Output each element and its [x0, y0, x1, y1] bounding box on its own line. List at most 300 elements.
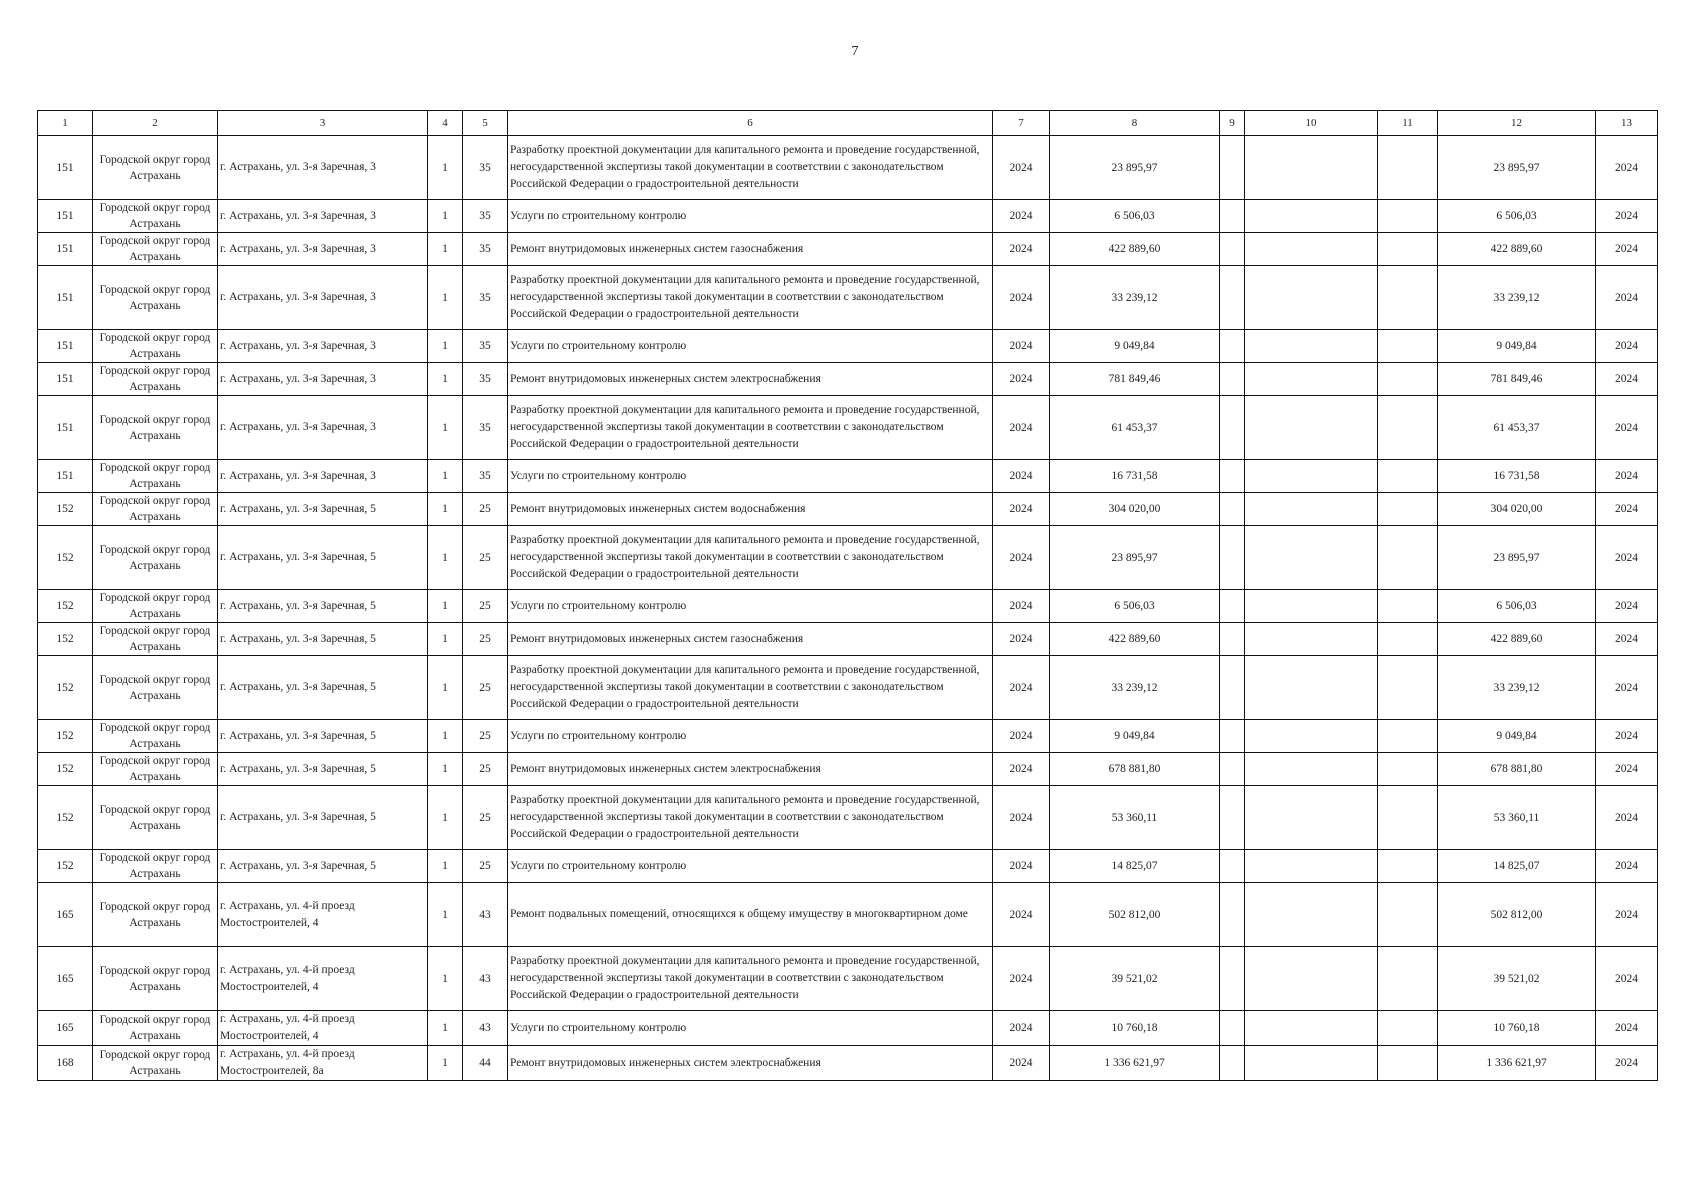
amount-cell: 304 020,00	[1050, 493, 1220, 526]
municipality-cell: Городской округ город Астрахань	[93, 266, 218, 330]
row-number: 152	[38, 656, 93, 720]
work-type-cell: Услуги по строительному контролю	[508, 590, 993, 623]
cell-col11	[1378, 1046, 1438, 1081]
work-type-cell: Разработку проектной документации для капитального ремонта и проведение государственной, негосударственной экспертизы такой документации в соответствии с законодательством Российской Федерации о градостроительной деятельности	[508, 656, 993, 720]
row-number: 165	[38, 1011, 93, 1046]
cell-col11	[1378, 330, 1438, 363]
amount-total-cell: 16 731,58	[1438, 460, 1596, 493]
cell-col4: 1	[428, 883, 463, 947]
municipality-cell: Городской округ город Астрахань	[93, 850, 218, 883]
row-number: 152	[38, 590, 93, 623]
cell-col10	[1245, 136, 1378, 200]
end-year-cell: 2024	[1596, 786, 1658, 850]
address-cell: г. Астрахань, ул. 3-я Заречная, 5	[218, 656, 428, 720]
cell-col11	[1378, 363, 1438, 396]
cell-col11	[1378, 720, 1438, 753]
work-type-cell: Услуги по строительному контролю	[508, 330, 993, 363]
cell-col11	[1378, 883, 1438, 947]
year-cell: 2024	[993, 850, 1050, 883]
cell-col9	[1220, 363, 1245, 396]
cell-col5: 35	[463, 330, 508, 363]
cell-col4: 1	[428, 266, 463, 330]
table-row	[38, 590, 1658, 623]
row-number: 152	[38, 786, 93, 850]
address-cell: г. Астрахань, ул. 3-я Заречная, 5	[218, 786, 428, 850]
table-row	[38, 460, 1658, 493]
column-header: 4	[428, 111, 463, 136]
cell-col10	[1245, 850, 1378, 883]
column-header: 8	[1050, 111, 1220, 136]
column-header: 13	[1596, 111, 1658, 136]
amount-total-cell: 39 521,02	[1438, 947, 1596, 1011]
cell-col9	[1220, 233, 1245, 266]
cell-col11	[1378, 136, 1438, 200]
address-cell: г. Астрахань, ул. 3-я Заречная, 5	[218, 493, 428, 526]
year-cell: 2024	[993, 266, 1050, 330]
row-number: 151	[38, 200, 93, 233]
address-cell: г. Астрахань, ул. 3-я Заречная, 3	[218, 266, 428, 330]
cell-col10	[1245, 947, 1378, 1011]
table-row	[38, 493, 1658, 526]
address-cell: г. Астрахань, ул. 4-й проезд Мостостроителей, 4	[218, 1011, 428, 1046]
cell-col11	[1378, 526, 1438, 590]
cell-col5: 43	[463, 947, 508, 1011]
cell-col4: 1	[428, 623, 463, 656]
work-type-cell: Ремонт внутридомовых инженерных систем газоснабжения	[508, 233, 993, 266]
column-header: 10	[1245, 111, 1378, 136]
cell-col4: 1	[428, 526, 463, 590]
cell-col4: 1	[428, 136, 463, 200]
cell-col4: 1	[428, 396, 463, 460]
year-cell: 2024	[993, 720, 1050, 753]
cell-col5: 35	[463, 460, 508, 493]
cell-col5: 25	[463, 786, 508, 850]
row-number: 152	[38, 623, 93, 656]
table-row	[38, 883, 1658, 947]
end-year-cell: 2024	[1596, 200, 1658, 233]
row-number: 168	[38, 1046, 93, 1081]
end-year-cell: 2024	[1596, 136, 1658, 200]
row-number: 152	[38, 493, 93, 526]
table-row	[38, 753, 1658, 786]
municipality-cell: Городской округ город Астрахань	[93, 753, 218, 786]
year-cell: 2024	[993, 1011, 1050, 1046]
cell-col9	[1220, 590, 1245, 623]
address-cell: г. Астрахань, ул. 3-я Заречная, 5	[218, 850, 428, 883]
year-cell: 2024	[993, 396, 1050, 460]
address-cell: г. Астрахань, ул. 3-я Заречная, 3	[218, 330, 428, 363]
year-cell: 2024	[993, 947, 1050, 1011]
cell-col5: 44	[463, 1046, 508, 1081]
municipality-cell: Городской округ город Астрахань	[93, 526, 218, 590]
address-cell: г. Астрахань, ул. 4-й проезд Мостостроителей, 4	[218, 947, 428, 1011]
municipality-cell: Городской округ город Астрахань	[93, 656, 218, 720]
year-cell: 2024	[993, 526, 1050, 590]
work-type-cell: Ремонт внутридомовых инженерных систем электроснабжения	[508, 753, 993, 786]
amount-total-cell: 33 239,12	[1438, 656, 1596, 720]
amount-cell: 39 521,02	[1050, 947, 1220, 1011]
row-number: 151	[38, 233, 93, 266]
amount-cell: 781 849,46	[1050, 363, 1220, 396]
amount-total-cell: 23 895,97	[1438, 136, 1596, 200]
address-cell: г. Астрахань, ул. 3-я Заречная, 3	[218, 460, 428, 493]
cell-col10	[1245, 330, 1378, 363]
cell-col4: 1	[428, 947, 463, 1011]
table-row	[38, 200, 1658, 233]
address-cell: г. Астрахань, ул. 3-я Заречная, 5	[218, 753, 428, 786]
amount-total-cell: 781 849,46	[1438, 363, 1596, 396]
cell-col4: 1	[428, 200, 463, 233]
cell-col11	[1378, 623, 1438, 656]
table-row	[38, 1011, 1658, 1046]
amount-cell: 33 239,12	[1050, 266, 1220, 330]
cell-col4: 1	[428, 656, 463, 720]
cell-col5: 25	[463, 850, 508, 883]
cell-col9	[1220, 850, 1245, 883]
amount-cell: 53 360,11	[1050, 786, 1220, 850]
amount-cell: 14 825,07	[1050, 850, 1220, 883]
cell-col11	[1378, 753, 1438, 786]
work-type-cell: Разработку проектной документации для капитального ремонта и проведение государственной, негосударственной экспертизы такой документации в соответствии с законодательством Российской Федерации о градостроительной деятельности	[508, 786, 993, 850]
end-year-cell: 2024	[1596, 1046, 1658, 1081]
amount-total-cell: 1 336 621,97	[1438, 1046, 1596, 1081]
cell-col9	[1220, 493, 1245, 526]
cell-col9	[1220, 460, 1245, 493]
cell-col10	[1245, 266, 1378, 330]
work-type-cell: Ремонт внутридомовых инженерных систем водоснабжения	[508, 493, 993, 526]
column-header: 7	[993, 111, 1050, 136]
column-header: 2	[93, 111, 218, 136]
amount-total-cell: 6 506,03	[1438, 590, 1596, 623]
cell-col5: 25	[463, 590, 508, 623]
cell-col4: 1	[428, 363, 463, 396]
cell-col11	[1378, 493, 1438, 526]
cell-col11	[1378, 233, 1438, 266]
amount-cell: 9 049,84	[1050, 330, 1220, 363]
cell-col4: 1	[428, 590, 463, 623]
end-year-cell: 2024	[1596, 623, 1658, 656]
year-cell: 2024	[993, 136, 1050, 200]
cell-col10	[1245, 1046, 1378, 1081]
amount-total-cell: 304 020,00	[1438, 493, 1596, 526]
end-year-cell: 2024	[1596, 233, 1658, 266]
cell-col10	[1245, 786, 1378, 850]
cell-col9	[1220, 656, 1245, 720]
cell-col5: 43	[463, 883, 508, 947]
cell-col11	[1378, 200, 1438, 233]
municipality-cell: Городской округ город Астрахань	[93, 590, 218, 623]
cell-col10	[1245, 233, 1378, 266]
cell-col9	[1220, 200, 1245, 233]
cell-col9	[1220, 883, 1245, 947]
amount-cell: 502 812,00	[1050, 883, 1220, 947]
amount-cell: 16 731,58	[1050, 460, 1220, 493]
cell-col9	[1220, 330, 1245, 363]
municipality-cell: Городской округ город Астрахань	[93, 1046, 218, 1081]
cell-col5: 35	[463, 363, 508, 396]
amount-total-cell: 10 760,18	[1438, 1011, 1596, 1046]
cell-col10	[1245, 720, 1378, 753]
amount-cell: 422 889,60	[1050, 233, 1220, 266]
table-row	[38, 266, 1658, 330]
table-row	[38, 947, 1658, 1011]
cell-col4: 1	[428, 720, 463, 753]
cell-col10	[1245, 363, 1378, 396]
address-cell: г. Астрахань, ул. 3-я Заречная, 3	[218, 136, 428, 200]
municipality-cell: Городской округ город Астрахань	[93, 883, 218, 947]
end-year-cell: 2024	[1596, 656, 1658, 720]
header-row	[38, 111, 1658, 136]
cell-col9	[1220, 753, 1245, 786]
column-header: 12	[1438, 111, 1596, 136]
cell-col11	[1378, 396, 1438, 460]
cell-col9	[1220, 1011, 1245, 1046]
end-year-cell: 2024	[1596, 330, 1658, 363]
cell-col5: 25	[463, 753, 508, 786]
cell-col11	[1378, 947, 1438, 1011]
cell-col9	[1220, 720, 1245, 753]
cell-col5: 35	[463, 200, 508, 233]
municipality-cell: Городской округ город Астрахань	[93, 460, 218, 493]
municipality-cell: Городской округ город Астрахань	[93, 330, 218, 363]
cell-col11	[1378, 656, 1438, 720]
cell-col11	[1378, 590, 1438, 623]
address-cell: г. Астрахань, ул. 3-я Заречная, 5	[218, 623, 428, 656]
amount-cell: 422 889,60	[1050, 623, 1220, 656]
work-type-cell: Разработку проектной документации для капитального ремонта и проведение государственной, негосударственной экспертизы такой документации в соответствии с законодательством Российской Федерации о градостроительной деятельности	[508, 947, 993, 1011]
column-header: 6	[508, 111, 993, 136]
cell-col4: 1	[428, 1046, 463, 1081]
work-type-cell: Услуги по строительному контролю	[508, 720, 993, 753]
table-row	[38, 363, 1658, 396]
cell-col9	[1220, 526, 1245, 590]
row-number: 152	[38, 526, 93, 590]
work-type-cell: Ремонт внутридомовых инженерных систем электроснабжения	[508, 1046, 993, 1081]
cell-col10	[1245, 493, 1378, 526]
end-year-cell: 2024	[1596, 590, 1658, 623]
row-number: 151	[38, 396, 93, 460]
cell-col10	[1245, 590, 1378, 623]
amount-total-cell: 6 506,03	[1438, 200, 1596, 233]
work-type-cell: Услуги по строительному контролю	[508, 1011, 993, 1046]
cell-col4: 1	[428, 753, 463, 786]
end-year-cell: 2024	[1596, 1011, 1658, 1046]
cell-col5: 25	[463, 656, 508, 720]
cell-col4: 1	[428, 1011, 463, 1046]
row-number: 152	[38, 720, 93, 753]
end-year-cell: 2024	[1596, 720, 1658, 753]
row-number: 165	[38, 947, 93, 1011]
work-type-cell: Разработку проектной документации для капитального ремонта и проведение государственной, негосударственной экспертизы такой документации в соответствии с законодательством Российской Федерации о градостроительной деятельности	[508, 396, 993, 460]
cell-col5: 35	[463, 136, 508, 200]
row-number: 151	[38, 363, 93, 396]
cell-col4: 1	[428, 850, 463, 883]
cell-col11	[1378, 850, 1438, 883]
column-header: 9	[1220, 111, 1245, 136]
work-type-cell: Услуги по строительному контролю	[508, 850, 993, 883]
page-number: 7	[851, 44, 859, 59]
address-cell: г. Астрахань, ул. 3-я Заречная, 5	[218, 526, 428, 590]
amount-cell: 678 881,80	[1050, 753, 1220, 786]
work-type-cell: Разработку проектной документации для капитального ремонта и проведение государственной, негосударственной экспертизы такой документации в соответствии с законодательством Российской Федерации о градостроительной деятельности	[508, 136, 993, 200]
cell-col4: 1	[428, 786, 463, 850]
amount-total-cell: 33 239,12	[1438, 266, 1596, 330]
cell-col9	[1220, 786, 1245, 850]
amount-cell: 61 453,37	[1050, 396, 1220, 460]
year-cell: 2024	[993, 200, 1050, 233]
row-number: 151	[38, 266, 93, 330]
table-row	[38, 233, 1658, 266]
column-header: 11	[1378, 111, 1438, 136]
cell-col10	[1245, 1011, 1378, 1046]
cell-col11	[1378, 460, 1438, 493]
year-cell: 2024	[993, 330, 1050, 363]
amount-total-cell: 422 889,60	[1438, 623, 1596, 656]
table-row	[38, 330, 1658, 363]
end-year-cell: 2024	[1596, 363, 1658, 396]
address-cell: г. Астрахань, ул. 3-я Заречная, 5	[218, 720, 428, 753]
end-year-cell: 2024	[1596, 883, 1658, 947]
municipality-cell: Городской округ город Астрахань	[93, 396, 218, 460]
cell-col10	[1245, 396, 1378, 460]
address-cell: г. Астрахань, ул. 3-я Заречная, 3	[218, 363, 428, 396]
amount-total-cell: 678 881,80	[1438, 753, 1596, 786]
table-body	[38, 136, 1658, 1081]
end-year-cell: 2024	[1596, 526, 1658, 590]
amount-total-cell: 53 360,11	[1438, 786, 1596, 850]
cell-col11	[1378, 786, 1438, 850]
amount-cell: 10 760,18	[1050, 1011, 1220, 1046]
address-cell: г. Астрахань, ул. 3-я Заречная, 3	[218, 233, 428, 266]
table-row	[38, 1046, 1658, 1081]
address-cell: г. Астрахань, ул. 3-я Заречная, 3	[218, 200, 428, 233]
row-number: 151	[38, 330, 93, 363]
end-year-cell: 2024	[1596, 266, 1658, 330]
municipality-cell: Городской округ город Астрахань	[93, 136, 218, 200]
municipality-cell: Городской округ город Астрахань	[93, 947, 218, 1011]
cell-col5: 25	[463, 720, 508, 753]
cell-col9	[1220, 266, 1245, 330]
municipality-cell: Городской округ город Астрахань	[93, 1011, 218, 1046]
amount-total-cell: 14 825,07	[1438, 850, 1596, 883]
work-type-cell: Разработку проектной документации для капитального ремонта и проведение государственной, негосударственной экспертизы такой документации в соответствии с законодательством Российской Федерации о градостроительной деятельности	[508, 266, 993, 330]
cell-col5: 35	[463, 396, 508, 460]
work-type-cell: Ремонт подвальных помещений, относящихся к общему имуществу в многоквартирном доме	[508, 883, 993, 947]
amount-cell: 23 895,97	[1050, 136, 1220, 200]
capital-repair-table	[37, 110, 1658, 1081]
table-row	[38, 526, 1658, 590]
work-type-cell: Услуги по строительному контролю	[508, 200, 993, 233]
year-cell: 2024	[993, 363, 1050, 396]
amount-cell: 33 239,12	[1050, 656, 1220, 720]
address-cell: г. Астрахань, ул. 3-я Заречная, 5	[218, 590, 428, 623]
cell-col10	[1245, 753, 1378, 786]
amount-total-cell: 9 049,84	[1438, 720, 1596, 753]
cell-col5: 35	[463, 266, 508, 330]
cell-col5: 25	[463, 493, 508, 526]
amount-cell: 6 506,03	[1050, 200, 1220, 233]
end-year-cell: 2024	[1596, 493, 1658, 526]
cell-col10	[1245, 200, 1378, 233]
table-row	[38, 786, 1658, 850]
row-number: 165	[38, 883, 93, 947]
amount-total-cell: 422 889,60	[1438, 233, 1596, 266]
address-cell: г. Астрахань, ул. 4-й проезд Мостостроителей, 8а	[218, 1046, 428, 1081]
table-row	[38, 623, 1658, 656]
year-cell: 2024	[993, 493, 1050, 526]
end-year-cell: 2024	[1596, 947, 1658, 1011]
column-header: 5	[463, 111, 508, 136]
end-year-cell: 2024	[1596, 396, 1658, 460]
year-cell: 2024	[993, 656, 1050, 720]
table-row	[38, 396, 1658, 460]
year-cell: 2024	[993, 1046, 1050, 1081]
municipality-cell: Городской округ город Астрахань	[93, 493, 218, 526]
end-year-cell: 2024	[1596, 753, 1658, 786]
amount-total-cell: 61 453,37	[1438, 396, 1596, 460]
end-year-cell: 2024	[1596, 850, 1658, 883]
municipality-cell: Городской округ город Астрахань	[93, 623, 218, 656]
amount-total-cell: 23 895,97	[1438, 526, 1596, 590]
work-type-cell: Ремонт внутридомовых инженерных систем электроснабжения	[508, 363, 993, 396]
table-row	[38, 720, 1658, 753]
cell-col4: 1	[428, 493, 463, 526]
work-type-cell: Разработку проектной документации для капитального ремонта и проведение государственной, негосударственной экспертизы такой документации в соответствии с законодательством Российской Федерации о градостроительной деятельности	[508, 526, 993, 590]
row-number: 151	[38, 136, 93, 200]
row-number: 152	[38, 753, 93, 786]
amount-total-cell: 9 049,84	[1438, 330, 1596, 363]
cell-col4: 1	[428, 233, 463, 266]
table-row	[38, 850, 1658, 883]
cell-col9	[1220, 396, 1245, 460]
cell-col9	[1220, 136, 1245, 200]
work-type-cell: Услуги по строительному контролю	[508, 460, 993, 493]
amount-cell: 6 506,03	[1050, 590, 1220, 623]
cell-col10	[1245, 656, 1378, 720]
cell-col9	[1220, 623, 1245, 656]
row-number: 151	[38, 460, 93, 493]
column-header: 1	[38, 111, 93, 136]
municipality-cell: Городской округ город Астрахань	[93, 233, 218, 266]
year-cell: 2024	[993, 883, 1050, 947]
cell-col4: 1	[428, 460, 463, 493]
cell-col10	[1245, 460, 1378, 493]
cell-col10	[1245, 623, 1378, 656]
table-row	[38, 136, 1658, 200]
cell-col5: 25	[463, 526, 508, 590]
year-cell: 2024	[993, 233, 1050, 266]
cell-col5: 25	[463, 623, 508, 656]
cell-col5: 43	[463, 1011, 508, 1046]
table-row	[38, 656, 1658, 720]
amount-cell: 1 336 621,97	[1050, 1046, 1220, 1081]
cell-col10	[1245, 883, 1378, 947]
column-header: 3	[218, 111, 428, 136]
row-number: 152	[38, 850, 93, 883]
amount-cell: 23 895,97	[1050, 526, 1220, 590]
municipality-cell: Городской округ город Астрахань	[93, 200, 218, 233]
cell-col9	[1220, 947, 1245, 1011]
cell-col10	[1245, 526, 1378, 590]
year-cell: 2024	[993, 623, 1050, 656]
amount-total-cell: 502 812,00	[1438, 883, 1596, 947]
cell-col4: 1	[428, 330, 463, 363]
amount-cell: 9 049,84	[1050, 720, 1220, 753]
year-cell: 2024	[993, 786, 1050, 850]
address-cell: г. Астрахань, ул. 4-й проезд Мостостроителей, 4	[218, 883, 428, 947]
year-cell: 2024	[993, 753, 1050, 786]
cell-col11	[1378, 266, 1438, 330]
